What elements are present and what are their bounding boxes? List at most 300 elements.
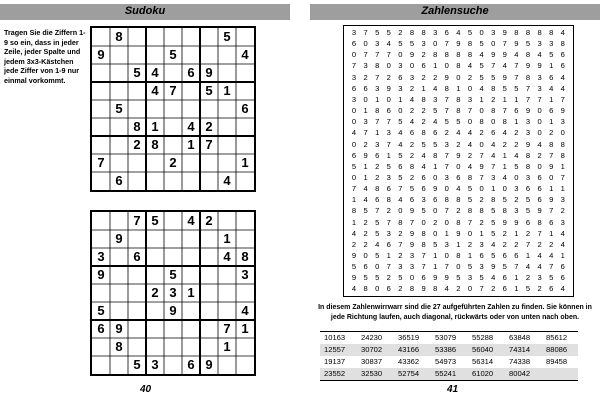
sudoku-cell[interactable] xyxy=(218,356,236,374)
sudoku-cell[interactable] xyxy=(218,46,236,64)
number-search-digit[interactable]: 3 xyxy=(351,28,357,37)
number-search-digit[interactable]: 3 xyxy=(537,273,542,283)
number-search-digit[interactable]: 1 xyxy=(502,150,507,160)
number-search-digit[interactable]: 4 xyxy=(363,195,368,205)
number-search-digit[interactable]: 7 xyxy=(444,161,449,171)
number-search-digit[interactable]: 2 xyxy=(502,139,507,149)
sudoku-cell[interactable] xyxy=(182,248,200,266)
number-search-digit[interactable]: 1 xyxy=(433,262,438,272)
sudoku-cell[interactable] xyxy=(164,28,182,46)
sudoku-cell[interactable]: 4 xyxy=(241,47,249,62)
number-search-digit[interactable]: 7 xyxy=(491,161,496,171)
number-search-digit[interactable]: 2 xyxy=(398,228,403,238)
number-search-digit[interactable]: 8 xyxy=(421,28,426,37)
sudoku-cell[interactable]: 4 xyxy=(223,249,231,264)
number-search-digit[interactable]: 9 xyxy=(386,83,391,93)
number-search-digit[interactable]: 6 xyxy=(549,217,554,227)
number-search-digit[interactable]: 0 xyxy=(467,83,473,93)
sudoku-cell[interactable] xyxy=(110,284,128,302)
number-search-digit[interactable]: 1 xyxy=(549,61,554,71)
number-search-digit[interactable]: 2 xyxy=(421,72,426,82)
number-search-digit[interactable]: 3 xyxy=(421,39,426,49)
number-search-digit[interactable]: 6 xyxy=(375,150,380,160)
sudoku-cell[interactable]: 6 xyxy=(241,101,249,116)
number-search-digit[interactable]: 3 xyxy=(467,94,473,104)
number-search-digit[interactable]: 5 xyxy=(491,228,496,238)
number-search-digit[interactable]: 5 xyxy=(549,273,554,283)
number-search-digit[interactable]: 5 xyxy=(398,172,403,182)
number-search-digit[interactable]: 5 xyxy=(491,206,496,216)
sudoku-cell[interactable] xyxy=(146,100,164,118)
number-search-digit[interactable]: 7 xyxy=(375,50,380,60)
number-search-digit[interactable]: 0 xyxy=(456,72,461,82)
number-search-digit[interactable]: 5 xyxy=(351,161,357,171)
sudoku-cell[interactable] xyxy=(146,302,164,320)
number-search-digit[interactable]: 2 xyxy=(456,284,461,294)
number-search-digit[interactable]: 5 xyxy=(491,251,496,260)
number-search-digit[interactable]: 8 xyxy=(525,150,531,160)
number-search-digit[interactable]: 2 xyxy=(479,217,484,227)
sudoku-cell[interactable] xyxy=(164,172,182,190)
sudoku-cell[interactable] xyxy=(110,46,128,64)
number-search-digit[interactable]: 2 xyxy=(514,139,519,149)
sudoku-cell[interactable] xyxy=(128,320,146,338)
number-search-digit[interactable]: 2 xyxy=(386,72,391,82)
number-search-digit[interactable]: 8 xyxy=(560,139,565,149)
number-search-digit[interactable]: 8 xyxy=(549,28,554,37)
sudoku-cell[interactable] xyxy=(92,356,110,374)
sudoku-cell[interactable]: 9 xyxy=(115,231,123,246)
number-search-digit[interactable]: 1 xyxy=(386,251,391,260)
sudoku-cell[interactable]: 6 xyxy=(115,173,123,188)
number-search-digit[interactable]: 6 xyxy=(351,83,357,93)
number-search-digit[interactable]: 4 xyxy=(502,61,507,71)
sudoku-cell[interactable] xyxy=(110,118,128,136)
sudoku-cell[interactable] xyxy=(164,320,182,338)
number-search-digit[interactable]: 2 xyxy=(409,172,415,182)
number-search-digit[interactable]: 8 xyxy=(433,284,438,294)
number-search-digit[interactable]: 9 xyxy=(491,50,496,60)
number-search-digit[interactable]: 4 xyxy=(514,50,519,60)
sudoku-cell[interactable] xyxy=(92,82,110,100)
number-search-digit[interactable]: 2 xyxy=(456,206,461,216)
sudoku-cell[interactable] xyxy=(110,356,128,374)
number-search-digit[interactable]: 9 xyxy=(456,150,461,160)
number-search-digit[interactable]: 8 xyxy=(502,206,507,216)
number-search-digit[interactable]: 6 xyxy=(525,217,531,227)
number-search-digit[interactable]: 6 xyxy=(444,28,449,37)
number-search-digit[interactable]: 5 xyxy=(467,28,473,37)
sudoku-cell[interactable] xyxy=(146,230,164,248)
number-search-digit[interactable]: 7 xyxy=(409,217,415,227)
number-search-digit[interactable]: 2 xyxy=(421,106,426,116)
number-search-digit[interactable]: 7 xyxy=(549,262,554,272)
number-search-digit[interactable]: 8 xyxy=(456,61,461,71)
number-search-digit[interactable]: 6 xyxy=(351,150,357,160)
number-search-digit[interactable]: 3 xyxy=(386,172,391,182)
number-search-digit[interactable]: 6 xyxy=(386,184,391,194)
number-search-digit[interactable]: 8 xyxy=(421,128,426,138)
sudoku-cell[interactable] xyxy=(164,248,182,266)
number-search-digit[interactable]: 4 xyxy=(502,128,507,138)
number-search-digit[interactable]: 1 xyxy=(514,94,519,104)
number-search-digit[interactable]: 0 xyxy=(363,94,368,104)
number-search-digit[interactable]: 6 xyxy=(491,128,496,138)
number-search-digit[interactable]: 8 xyxy=(479,206,484,216)
number-search-digit[interactable]: 9 xyxy=(525,139,531,149)
sudoku-cell[interactable] xyxy=(182,100,200,118)
sudoku-cell[interactable]: 5 xyxy=(169,47,177,62)
number-search-digit[interactable]: 2 xyxy=(467,239,473,249)
number-search-digit[interactable]: 1 xyxy=(351,195,357,205)
number-search-digit[interactable]: 5 xyxy=(409,184,415,194)
number-search-digit[interactable]: 2 xyxy=(409,106,415,116)
sudoku-cell[interactable] xyxy=(128,100,146,118)
number-search-digit[interactable]: 8 xyxy=(479,117,484,127)
sudoku-cell[interactable]: 1 xyxy=(241,155,249,170)
number-search-digit[interactable]: 7 xyxy=(398,184,403,194)
number-search-digit[interactable]: 4 xyxy=(421,161,426,171)
number-search-digit[interactable]: 3 xyxy=(363,117,368,127)
number-search-digit[interactable]: 6 xyxy=(386,284,391,294)
number-search-digit[interactable]: 9 xyxy=(549,195,554,205)
number-search-digit[interactable]: 9 xyxy=(525,106,531,116)
sudoku-cell[interactable]: 4 xyxy=(151,65,159,80)
number-search-digit[interactable]: 3 xyxy=(351,72,357,82)
number-search-digit[interactable]: 7 xyxy=(502,39,507,49)
number-search-digit[interactable]: 5 xyxy=(479,273,484,283)
number-search-digit[interactable]: 6 xyxy=(560,262,565,272)
number-search-digit[interactable]: 0 xyxy=(467,228,473,238)
number-search-digit[interactable]: 5 xyxy=(351,262,357,272)
number-search-digit[interactable]: 8 xyxy=(491,195,496,205)
number-search-digit[interactable]: 8 xyxy=(444,50,449,60)
number-search-digit[interactable]: 9 xyxy=(537,61,542,71)
sudoku-cell[interactable] xyxy=(182,172,200,190)
number-search-digit[interactable]: 3 xyxy=(537,72,542,82)
number-search-digit[interactable]: 7 xyxy=(421,251,426,260)
number-search-digit[interactable]: 7 xyxy=(560,172,565,182)
number-search-digit[interactable]: 1 xyxy=(514,117,519,127)
number-search-digit[interactable]: 0 xyxy=(444,251,449,260)
number-search-digit[interactable]: 8 xyxy=(433,50,438,60)
sudoku-cell[interactable]: 9 xyxy=(97,267,105,282)
sudoku-cell[interactable] xyxy=(92,338,110,356)
sudoku-cell[interactable] xyxy=(92,230,110,248)
number-search-digit[interactable]: 3 xyxy=(398,262,403,272)
number-search-digit[interactable]: 2 xyxy=(386,206,391,216)
number-search-digit[interactable]: 0 xyxy=(491,39,496,49)
number-search-digit[interactable]: 2 xyxy=(514,128,519,138)
number-search-digit[interactable]: 7 xyxy=(525,239,531,249)
number-search-digit[interactable]: 6 xyxy=(560,61,565,71)
sudoku-cell[interactable] xyxy=(110,82,128,100)
sudoku-cell[interactable] xyxy=(146,248,164,266)
number-search-digit[interactable]: 6 xyxy=(421,172,426,182)
sudoku-cell[interactable] xyxy=(236,284,254,302)
number-search-digit[interactable]: 7 xyxy=(537,228,542,238)
sudoku-cell[interactable] xyxy=(218,136,236,154)
number-search-digit[interactable]: 5 xyxy=(467,262,473,272)
number-search-digit[interactable]: 8 xyxy=(351,206,357,216)
number-search-digit[interactable]: 2 xyxy=(502,228,507,238)
number-search-digit[interactable]: 2 xyxy=(537,239,542,249)
number-search-digit[interactable]: 9 xyxy=(409,206,415,216)
number-search-digit[interactable]: 4 xyxy=(549,83,554,93)
sudoku-cell[interactable]: 7 xyxy=(205,137,213,152)
number-search-digit[interactable]: 9 xyxy=(363,150,368,160)
number-search-digit[interactable]: 2 xyxy=(537,284,542,294)
number-search-digit[interactable]: 6 xyxy=(386,106,391,116)
sudoku-cell[interactable]: 3 xyxy=(169,285,177,300)
number-search-digit[interactable]: 2 xyxy=(363,139,368,149)
number-search-digit[interactable]: 0 xyxy=(467,284,473,294)
sudoku-cell[interactable] xyxy=(128,28,146,46)
sudoku-cell[interactable] xyxy=(200,248,218,266)
sudoku-cell[interactable] xyxy=(200,28,218,46)
number-search-digit[interactable]: 3 xyxy=(421,195,426,205)
sudoku-cell[interactable] xyxy=(110,248,128,266)
number-search-digit[interactable]: 9 xyxy=(351,273,357,283)
number-search-digit[interactable]: 4 xyxy=(537,50,542,60)
sudoku-cell[interactable] xyxy=(146,154,164,172)
number-search-digit[interactable]: 4 xyxy=(444,284,449,294)
sudoku-cell[interactable] xyxy=(128,302,146,320)
number-search-digit[interactable]: 7 xyxy=(444,106,449,116)
number-search-digit[interactable]: 8 xyxy=(456,217,461,227)
number-search-digit[interactable]: 2 xyxy=(525,228,531,238)
number-search-digit[interactable]: 1 xyxy=(444,228,449,238)
number-search-digit[interactable]: 9 xyxy=(525,61,531,71)
number-search-digit[interactable]: 2 xyxy=(433,72,438,82)
number-search-digit[interactable]: 7 xyxy=(386,50,391,60)
number-search-digit[interactable]: 5 xyxy=(386,161,391,171)
sudoku-cell[interactable] xyxy=(128,82,146,100)
number-search-digit[interactable]: 1 xyxy=(560,161,565,171)
number-search-digit[interactable]: 5 xyxy=(491,217,496,227)
sudoku-cell[interactable] xyxy=(218,154,236,172)
number-search-digit[interactable]: 4 xyxy=(456,128,461,138)
sudoku-cell[interactable] xyxy=(92,118,110,136)
number-search-digit[interactable]: 6 xyxy=(537,172,542,182)
number-search-digit[interactable]: 7 xyxy=(502,106,507,116)
number-search-digit[interactable]: 9 xyxy=(409,239,415,249)
number-search-digit[interactable]: 4 xyxy=(409,117,415,127)
number-search-digit[interactable]: 5 xyxy=(514,83,519,93)
number-search-digit[interactable]: 1 xyxy=(479,94,484,104)
number-search-digit[interactable]: 0 xyxy=(375,262,380,272)
number-search-digit[interactable]: 7 xyxy=(351,61,357,71)
sudoku-cell[interactable] xyxy=(200,154,218,172)
sudoku-cell[interactable] xyxy=(164,212,182,230)
number-search-digit[interactable]: 8 xyxy=(375,106,380,116)
sudoku-cell[interactable] xyxy=(236,212,254,230)
number-search-digit[interactable]: 0 xyxy=(409,61,415,71)
number-search-digit[interactable]: 1 xyxy=(351,217,357,227)
sudoku-cell[interactable] xyxy=(164,100,182,118)
sudoku-cell[interactable] xyxy=(182,266,200,284)
sudoku-cell[interactable] xyxy=(110,212,128,230)
number-search-digit[interactable]: 5 xyxy=(398,39,403,49)
number-search-digit[interactable]: 3 xyxy=(409,72,415,82)
number-search-digit[interactable]: 1 xyxy=(502,161,507,171)
number-search-digit[interactable]: 3 xyxy=(479,239,484,249)
number-search-digit[interactable]: 1 xyxy=(560,184,565,194)
number-search-digit[interactable]: 3 xyxy=(549,39,554,49)
number-search-digit[interactable]: 5 xyxy=(456,273,461,283)
number-search-digit[interactable]: 8 xyxy=(375,184,380,194)
number-search-digit[interactable]: 3 xyxy=(444,239,449,249)
number-search-digit[interactable]: 7 xyxy=(514,61,519,71)
number-search-digit[interactable]: 2 xyxy=(363,217,368,227)
number-search-digit[interactable]: 2 xyxy=(444,128,449,138)
number-search-digit[interactable]: 8 xyxy=(525,28,531,37)
sudoku-cell[interactable] xyxy=(236,136,254,154)
number-search-digit[interactable]: 0 xyxy=(537,106,542,116)
number-search-digit[interactable]: 8 xyxy=(409,161,415,171)
number-search-digit[interactable]: 6 xyxy=(479,251,484,260)
number-search-digit[interactable]: 5 xyxy=(444,117,449,127)
number-search-digit[interactable]: 4 xyxy=(502,172,507,182)
number-search-digit[interactable]: 8 xyxy=(409,28,415,37)
sudoku-cell[interactable]: 1 xyxy=(223,83,231,98)
number-search-digit[interactable]: 4 xyxy=(491,139,496,149)
sudoku-cell[interactable]: 7 xyxy=(133,213,141,228)
number-search-digit[interactable]: 1 xyxy=(549,94,554,104)
number-search-digit[interactable]: 9 xyxy=(502,50,507,60)
number-search-digit[interactable]: 5 xyxy=(549,50,554,60)
number-search-digit[interactable]: 6 xyxy=(549,284,554,294)
number-search-digit[interactable]: 0 xyxy=(537,161,542,171)
number-search-digit[interactable]: 7 xyxy=(537,94,542,104)
number-search-digit[interactable]: 8 xyxy=(456,195,461,205)
sudoku-cell[interactable] xyxy=(236,82,254,100)
number-search-digit[interactable]: 5 xyxy=(525,284,531,294)
number-search-digit[interactable]: 9 xyxy=(421,284,426,294)
number-search-digit[interactable]: 4 xyxy=(537,139,542,149)
number-search-digit[interactable]: 1 xyxy=(549,117,554,127)
number-search-digit[interactable]: 3 xyxy=(386,128,391,138)
sudoku-cell[interactable] xyxy=(110,266,128,284)
sudoku-cell[interactable] xyxy=(128,230,146,248)
number-search-digit[interactable]: 5 xyxy=(433,239,438,249)
number-search-digit[interactable]: 9 xyxy=(433,184,438,194)
number-search-digit[interactable]: 9 xyxy=(456,228,461,238)
number-search-digit[interactable]: 7 xyxy=(467,217,473,227)
number-search-digit[interactable]: 1 xyxy=(514,284,519,294)
number-search-digit[interactable]: 2 xyxy=(549,128,554,138)
number-search-digit[interactable]: 3 xyxy=(375,39,380,49)
number-search-digit[interactable]: 8 xyxy=(491,106,496,116)
number-search-digit[interactable]: 6 xyxy=(398,72,403,82)
number-search-digit[interactable]: 9 xyxy=(409,228,415,238)
sudoku-cell[interactable]: 5 xyxy=(115,101,123,116)
number-search-digit[interactable]: 0 xyxy=(421,217,426,227)
number-search-digit[interactable]: 8 xyxy=(549,139,554,149)
number-search-digit[interactable]: 7 xyxy=(479,150,484,160)
number-search-digit[interactable]: 0 xyxy=(433,228,438,238)
number-search-digit[interactable]: 4 xyxy=(467,139,473,149)
sudoku-cell[interactable] xyxy=(146,46,164,64)
number-search-digit[interactable]: 5 xyxy=(433,106,438,116)
sudoku-cell[interactable]: 1 xyxy=(187,137,195,152)
sudoku-cell[interactable] xyxy=(182,302,200,320)
number-search-digit[interactable]: 5 xyxy=(375,251,380,260)
number-search-digit[interactable]: 5 xyxy=(479,72,484,82)
number-search-digit[interactable]: 6 xyxy=(560,50,565,60)
number-search-digit[interactable]: 5 xyxy=(375,217,380,227)
number-search-digit[interactable]: 3 xyxy=(514,184,519,194)
number-search-digit[interactable]: 9 xyxy=(514,39,519,49)
number-search-digit[interactable]: 7 xyxy=(398,239,403,249)
number-search-digit[interactable]: 5 xyxy=(363,273,368,283)
number-search-digit[interactable]: 4 xyxy=(363,184,368,194)
number-search-digit[interactable]: 8 xyxy=(386,195,391,205)
number-search-digit[interactable]: 3 xyxy=(398,83,403,93)
sudoku-cell[interactable]: 3 xyxy=(151,357,159,372)
number-search-digit[interactable]: 5 xyxy=(491,72,496,82)
number-search-digit[interactable]: 0 xyxy=(537,128,542,138)
number-search-digit[interactable]: 5 xyxy=(514,161,519,171)
number-search-digit[interactable]: 1 xyxy=(479,228,484,238)
number-search-digit[interactable]: 2 xyxy=(537,150,542,160)
number-search-digit[interactable]: 6 xyxy=(363,83,368,93)
number-search-digit[interactable]: 6 xyxy=(409,128,415,138)
number-search-digit[interactable]: 6 xyxy=(525,184,531,194)
number-search-digit[interactable]: 5 xyxy=(398,273,403,283)
number-search-digit[interactable]: 4 xyxy=(467,128,473,138)
number-search-digit[interactable]: 4 xyxy=(560,239,565,249)
number-search-digit[interactable]: 2 xyxy=(491,94,496,104)
number-search-digit[interactable]: 6 xyxy=(433,128,438,138)
number-search-digit[interactable]: 0 xyxy=(479,184,484,194)
number-search-digit[interactable]: 8 xyxy=(433,150,438,160)
number-search-digit[interactable]: 1 xyxy=(491,184,496,194)
sudoku-cell[interactable] xyxy=(110,136,128,154)
number-search-digit[interactable]: 7 xyxy=(351,184,357,194)
number-search-digit[interactable]: 2 xyxy=(409,139,415,149)
number-search-digit[interactable]: 0 xyxy=(444,217,449,227)
number-search-digit[interactable]: 5 xyxy=(409,39,415,49)
number-search-digit[interactable]: 4 xyxy=(398,195,403,205)
sudoku-cell[interactable] xyxy=(218,212,236,230)
sudoku-cell[interactable] xyxy=(218,118,236,136)
number-search-digit[interactable]: 6 xyxy=(514,106,519,116)
sudoku-cell[interactable]: 8 xyxy=(115,339,123,354)
sudoku-cell[interactable] xyxy=(200,320,218,338)
number-search-digit[interactable]: 7 xyxy=(386,139,391,149)
number-search-digit[interactable]: 9 xyxy=(549,161,554,171)
number-search-digit[interactable]: 1 xyxy=(433,251,438,260)
number-search-digit[interactable]: 9 xyxy=(502,217,507,227)
number-search-digit[interactable]: 0 xyxy=(351,139,357,149)
number-search-digit[interactable]: 0 xyxy=(375,284,380,294)
sudoku-cell[interactable]: 8 xyxy=(133,119,141,134)
number-search-digit[interactable]: 8 xyxy=(560,39,565,49)
sudoku-cell[interactable] xyxy=(92,64,110,82)
number-search-digit[interactable]: 4 xyxy=(479,50,484,60)
number-search-digit[interactable]: 9 xyxy=(444,72,449,82)
number-search-digit[interactable]: 4 xyxy=(409,94,415,104)
sudoku-cell[interactable]: 5 xyxy=(151,213,159,228)
sudoku-cell[interactable] xyxy=(146,338,164,356)
number-search-digit[interactable]: 4 xyxy=(456,28,461,37)
sudoku-cell[interactable]: 9 xyxy=(97,47,105,62)
number-search-digit[interactable]: 2 xyxy=(409,83,415,93)
number-search-digit[interactable]: 6 xyxy=(502,284,507,294)
number-search-digit[interactable]: 5 xyxy=(433,139,438,149)
number-search-digit[interactable]: 3 xyxy=(398,61,403,71)
